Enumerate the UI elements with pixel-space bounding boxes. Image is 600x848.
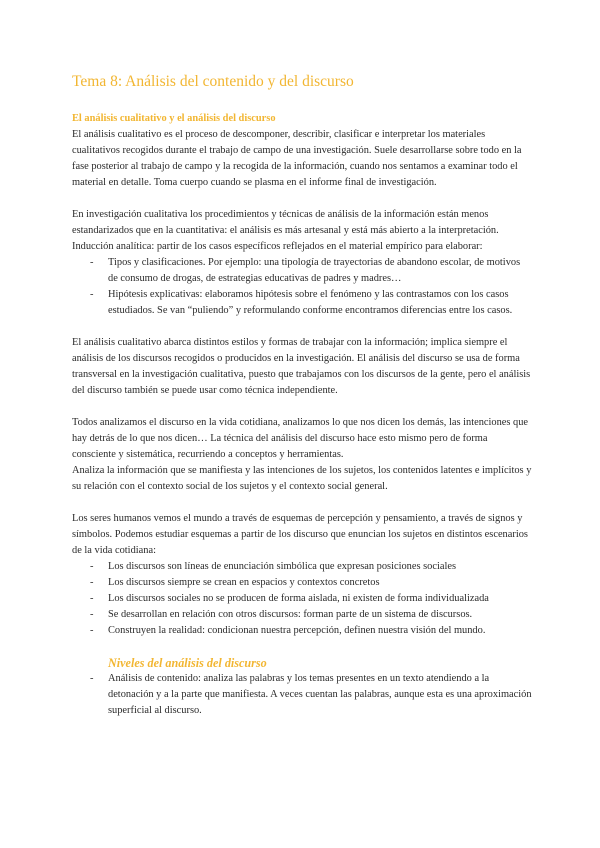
paragraph: Los seres humanos vemos el mundo a través de esquemas de percepción y pensamiento, a través de signos y símbolos. Podemos estudiar esquemas a partir de los discurso que enuncian los sujetos en distintos escenarios de la vida cotidiana:	[72, 513, 528, 556]
paragraph-spacer	[72, 495, 532, 511]
list-item: - Construyen la realidad: condicionan nuestra percepción, definen nuestra visión del mundo.	[72, 623, 532, 639]
bullet-list	[72, 671, 532, 719]
paragraph-spacer	[72, 639, 532, 655]
paragraph-spacer	[72, 319, 532, 335]
paragraph: Analiza la información que se manifiesta y las intenciones de los sujetos, los contenidos latentes e implícitos y su relación con el contexto social de los sujetos y el contexto social general.	[72, 465, 532, 492]
list-item: - Tipos y clasificaciones. Por ejemplo: una tipología de trayectorias de abandono escolar, de motivos de consumo de drogas, de estrategias educativas de padres y madres…	[72, 255, 532, 287]
subsection-heading: Niveles del análisis del discurso	[108, 656, 267, 670]
bullet-list	[72, 255, 532, 319]
section-heading: El análisis cualitativo y el análisis del discurso	[72, 113, 276, 124]
paragraph: Todos analizamos el discurso en la vida cotidiana, analizamos lo que nos dicen los demás, las intenciones que hay detrás de lo que nos dicen… La técnica del análisis del discurso hace esto mismo pero de forma consciente y sistemática, recurriendo a conceptos y herramientas.	[72, 417, 529, 460]
paragraph: El análisis cualitativo abarca distintos estilos y formas de trabajar con la información; implica siempre el análisis de los discursos recogidos o producidos en la investigación. El análisis del discurso se usa de forma transversal en la investigación cualitativa, puesto que trabajamos con los discursos de la gente, pero el análisis del discurso también se puede usar como técnica independiente.	[72, 337, 531, 396]
document-body	[72, 111, 532, 719]
list-item: - Los discursos sociales no se producen de forma aislada, ni existen de forma individualizada	[72, 591, 532, 607]
list-item: - Hipótesis explicativas: elaboramos hipótesis sobre el fenómeno y las contrastamos con los casos estudiados. Se van “puliendo” y reformulando conforme encontramos diferencias entre los casos.	[72, 287, 532, 319]
paragraph: El análisis cualitativo es el proceso de descomponer, describir, clasificar e interpretar los materiales cualitativos recogidos durante el trabajo de campo de una investigación. Suele desarrollarse sobre todo en la fase posterior al trabajo de campo y la recogida de la información, cuando nos sentamos a examinar todo el material en detalle. Toma cuerpo cuando se plasma en el informe final de investigación.	[72, 129, 522, 188]
page-title: Tema 8: Análisis del contenido y del discurso	[72, 73, 354, 90]
list-item: - Los discursos son líneas de enunciación simbólica que expresan posiciones sociales	[72, 559, 532, 575]
paragraph-spacer	[72, 399, 532, 415]
list-item: - Los discursos siempre se crean en espacios y contextos concretos	[72, 575, 532, 591]
paragraph-spacer	[72, 191, 532, 207]
paragraph: En investigación cualitativa los procedimientos y técnicas de análisis de la información están menos estandarizados que en la cuantitativa: el análisis es más artesanal y está más abierto a la interpretación. Inducción analítica: partir de los casos específicos reflejados en el material empírico para elaborar:	[72, 209, 499, 252]
bullet-list	[72, 559, 532, 639]
list-item: - Análisis de contenido: analiza las palabras y los temas presentes en un texto atendiendo a la detonación y a la parte que manifiesta. A veces cuentan las palabras, aunque esta es una aproximación superficial al discurso.	[72, 671, 532, 719]
list-item: - Se desarrollan en relación con otros discursos: forman parte de un sistema de discursos.	[72, 607, 532, 623]
